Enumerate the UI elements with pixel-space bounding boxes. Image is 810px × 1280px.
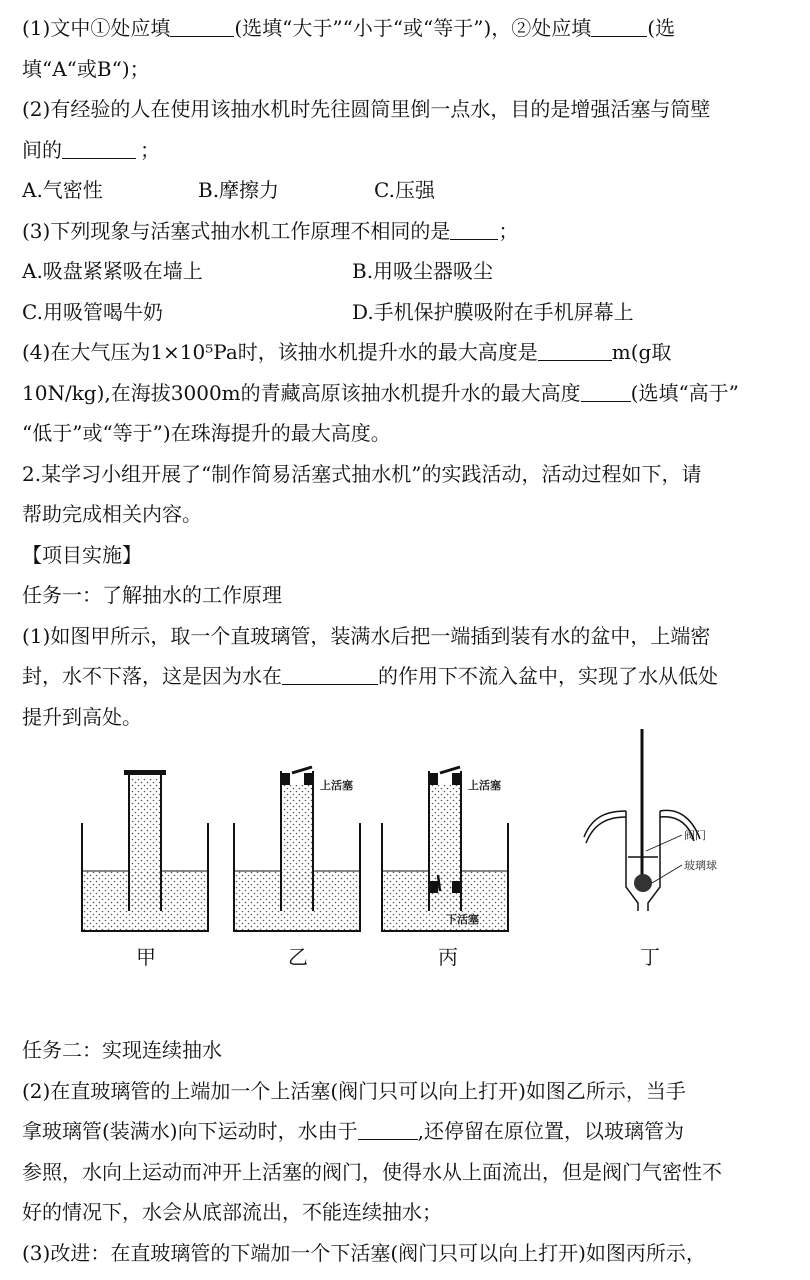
q2-part2-line: (2)在直玻璃管的上端加一个上活塞(阀门只可以向上打开)如图乙所示，当手 <box>22 1078 686 1103</box>
caption-jia: 甲 <box>136 945 156 969</box>
option-a[interactable]: A.吸盘紧紧吸在墙上 <box>22 259 203 283</box>
figure-yi <box>232 763 382 943</box>
q2-intro-line: 2.某学习小组开展了“制作简易活塞式抽水机”的实践活动，活动过程如下，请 <box>22 461 702 486</box>
q1-part2-line: (2)有经验的人在使用该抽水机时先往圆筒里倒一点水，目的是增强活塞与筒壁 <box>22 97 711 121</box>
text: ； <box>140 137 160 162</box>
text: (选填“大于”“小于“或“等于”)，②处应填 <box>234 16 592 40</box>
question-page <box>22 8 792 1265</box>
answer-blank[interactable] <box>358 1117 418 1140</box>
text-line <box>22 373 792 414</box>
section-heading: 【项目实施】 <box>22 542 142 567</box>
task-heading: 任务二：实现连续抽水 <box>22 1038 222 1062</box>
option-c[interactable]: C.用吸管喝牛奶 <box>22 299 163 324</box>
option-d[interactable]: D.手机保护膜吸附在手机屏幕上 <box>352 299 634 324</box>
text: 的作用下不流入盆中，实现了水从低处 <box>378 664 718 688</box>
text-line: “低于”或“等于”)在珠海提升的最大高度。 <box>22 421 391 445</box>
text: (选填“高于” <box>630 380 739 405</box>
q1-part4-line <box>22 332 792 373</box>
text: ,还停留在原位置，以玻璃管为 <box>417 1119 684 1143</box>
task-two-section <box>22 1030 792 1273</box>
q1-part1-line <box>22 8 792 49</box>
text: 拿玻璃管(装满水)向下运动时，水由于 <box>22 1119 358 1143</box>
q2-part1-line: (1)如图甲所示，取一个直玻璃管，装满水后把一端插到装有水的盆中，上端密 <box>22 623 711 648</box>
answer-blank[interactable] <box>538 338 612 361</box>
text-line <box>22 1111 792 1152</box>
answer-blank[interactable] <box>450 217 498 240</box>
option-c[interactable]: C.压强 <box>374 178 435 202</box>
text: 间的 <box>22 137 62 162</box>
answer-blank[interactable] <box>62 136 136 159</box>
answer-blank[interactable] <box>282 662 378 685</box>
glass-ball-label: 玻璃球 <box>684 859 717 872</box>
upper-piston-label: 上活塞 <box>468 779 501 792</box>
text-line: 好的情况下，水会从底部流出，不能连续抽水； <box>22 1200 442 1224</box>
caption-ding: 丁 <box>640 945 660 969</box>
option-b[interactable]: B.用吸尘器吸尘 <box>352 259 494 283</box>
text-line: 帮助完成相关内容。 <box>22 502 202 526</box>
answer-blank[interactable] <box>170 14 234 37</box>
figure-bing <box>380 763 530 943</box>
text: (选 <box>647 16 676 40</box>
options-line <box>22 292 792 333</box>
task-heading: 任务一：了解抽水的工作原理 <box>22 583 282 607</box>
text-line: 参照，水向上运动而冲开上活塞的阀门，使得水从上面流出，但是阀门气密性不 <box>22 1159 722 1184</box>
figure-group <box>22 745 792 1005</box>
text-line <box>22 656 792 697</box>
option-a[interactable]: A.气密性 <box>22 178 103 202</box>
text: 10N/kg),在海拔3000m的青藏高原该抽水机提升水的最大高度 <box>22 380 581 405</box>
upper-piston-label: 上活塞 <box>320 779 353 792</box>
text-line: 填“A“或B“)； <box>22 56 150 81</box>
options-line <box>22 170 792 211</box>
text: (1)文中①处应填 <box>22 16 171 40</box>
caption-bing: 丙 <box>438 945 458 969</box>
option-b[interactable]: B.摩擦力 <box>198 178 280 202</box>
answer-blank[interactable] <box>581 379 631 402</box>
text: m(g取 <box>611 340 672 364</box>
figure-ding <box>582 727 762 937</box>
q2-part3-line: (3)改进：在直玻璃管的下端加一个下活塞(阀门只可以向上打开)如图丙所示， <box>22 1240 706 1265</box>
text: (3)下列现象与活塞式抽水机工作原理不相同的是 <box>22 218 451 243</box>
text-line <box>22 130 792 171</box>
options-line <box>22 251 792 292</box>
text-line: 提升到高处。 <box>22 704 142 729</box>
q1-part3-line <box>22 211 792 252</box>
lower-piston-label: 下活塞 <box>446 913 479 926</box>
text: 封，水不下落，这是因为水在 <box>22 664 282 688</box>
caption-yi: 乙 <box>288 945 308 969</box>
figure-jia <box>80 763 210 943</box>
answer-blank[interactable] <box>591 14 647 37</box>
text: ； <box>498 218 519 243</box>
valve-label: 阀门 <box>684 829 706 842</box>
text: (4)在大气压为1×10⁵Pa时，该抽水机提升水的最大高度是 <box>22 340 538 364</box>
